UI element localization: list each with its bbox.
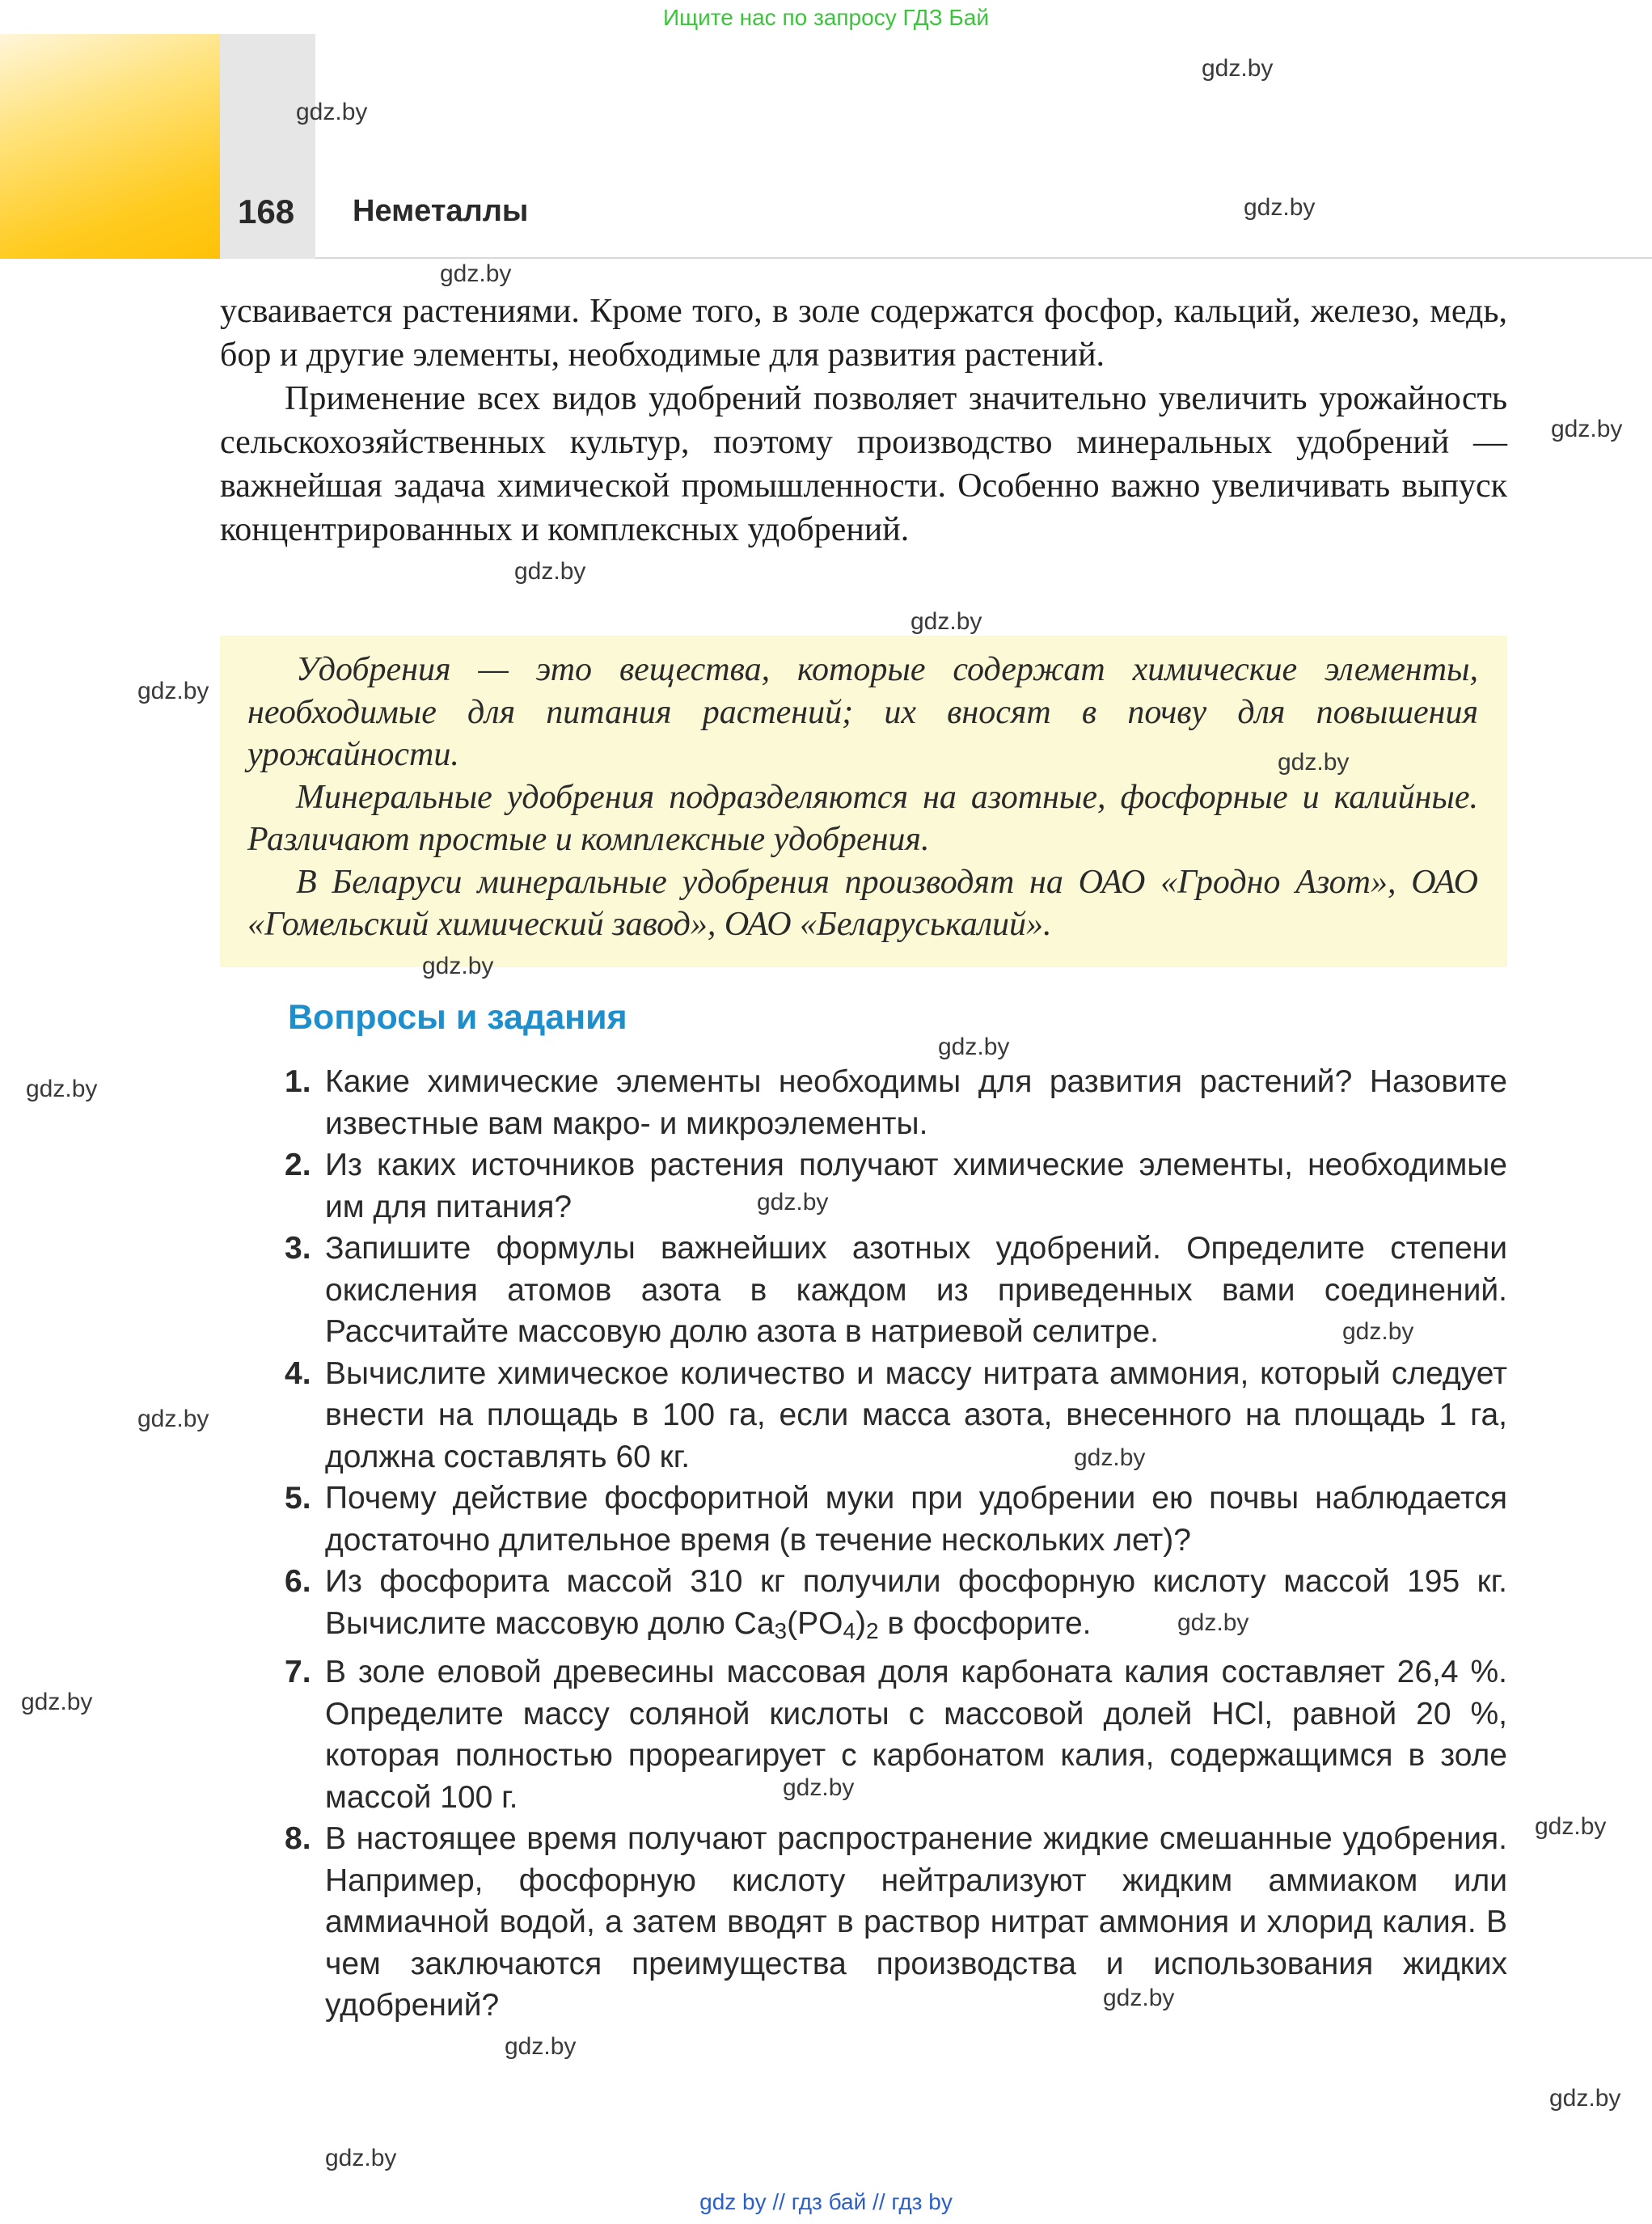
watermark: gdz.by	[783, 1774, 855, 1801]
question-item	[285, 1144, 1507, 1228]
watermark: gdz.by	[325, 2145, 397, 2171]
watermark: gdz.by	[1103, 1985, 1175, 2011]
question-text: Из каких источников растения получают химические элементы, необходимые им для питания?	[325, 1148, 1507, 1224]
formula-part: )	[856, 1605, 867, 1641]
chapter-title: Неметаллы	[353, 194, 529, 228]
formula-subscript: 2	[866, 1617, 879, 1643]
body-text	[220, 290, 1507, 552]
question-number: 7.	[285, 1655, 311, 1689]
watermark: gdz.by	[1278, 749, 1350, 776]
body-paragraph: Применение всех видов удобрений позволяет значительно увеличить урожайность сельскохозяйственных культур, поэтому производство минеральных удобрений — важнейшая задача химической промышленности. Особенно важно увеличивать выпуск концентрированных и комплексных удобрений.	[220, 380, 1507, 548]
footer-links[interactable]: gdz by // гдз бай // гдз by	[699, 2189, 953, 2214]
question-item	[285, 1818, 1507, 2027]
questions-heading: Вопросы и задания	[288, 998, 627, 1037]
header-divider	[315, 257, 1652, 259]
question-number: 6.	[285, 1564, 311, 1599]
question-number: 1.	[285, 1064, 311, 1099]
definition-paragraph: В Беларуси минеральные удобрения производят на ОАО «Гродно Азот», ОАО «Гомельский химический завод», ОАО «Беларуськалий».	[247, 863, 1478, 943]
formula-subscript: 4	[843, 1617, 856, 1643]
question-item	[285, 1228, 1507, 1353]
watermark: gdz.by	[1549, 2085, 1621, 2112]
question-number: 4.	[285, 1355, 311, 1391]
question-text: Какие химические элементы необходимы для развития растений? Назовите известные вам макро- и микроэлементы.	[325, 1064, 1507, 1141]
question-text: Из фосфорита массой 310 кг получили фосфорную кислоту массой 195 кг. Вычислите массовую долю Ca	[325, 1564, 1507, 1641]
question-item	[285, 1651, 1507, 1818]
watermark: gdz.by	[757, 1189, 829, 1216]
watermark: gdz.by	[1342, 1318, 1414, 1345]
watermark: gdz.by	[1551, 416, 1623, 442]
question-number: 8.	[285, 1821, 311, 1856]
question-number: 5.	[285, 1481, 311, 1516]
watermark: gdz.by	[137, 678, 209, 704]
question-number: 3.	[285, 1231, 311, 1266]
question-number: 2.	[285, 1148, 311, 1182]
question-text: Почему действие фосфоритной муки при удобрении ею почвы наблюдается достаточно длительное время (в течение нескольких лет)?	[325, 1481, 1507, 1558]
watermark: gdz.by	[911, 608, 982, 635]
watermark: gdz.by	[1074, 1444, 1146, 1471]
watermark: gdz.by	[1202, 55, 1274, 82]
question-text: в фосфорите.	[878, 1605, 1092, 1641]
definition-text	[247, 649, 1478, 946]
question-text: В настоящее время получают распространение жидкие смешанные удобрения. Например, фосфорную кислоту нейтрализуют жидким аммиаком или аммиачной водой, а затем вводят в раствор нитрат аммония и хлорид калия. В чем заключаются преимущества производства и использования жидких удобрений?	[325, 1821, 1507, 2023]
watermark: gdz.by	[26, 1076, 98, 1102]
question-text: Запишите формулы важнейших азотных удобрений. Определите степени окисления атомов азота в каждом из приведенных вами соединений. Рассчитайте массовую долю азота в натриевой селитре.	[325, 1231, 1507, 1349]
watermark: gdz.by	[514, 558, 586, 585]
question-text: Вычислите химическое количество и массу нитрата аммония, который следует внести на площадь в 100 га, если масса азота, внесенного на площадь 1 га, должна составлять 60 кг.	[325, 1355, 1507, 1474]
watermark: gdz.by	[1177, 1609, 1249, 1636]
watermark: gdz.by	[1244, 194, 1316, 221]
question-text: В золе еловой древесины массовая доля карбоната калия составляет 26,4 %. Определите массу соляной кислоты с массовой долей HCl, равной 20 %, которая полностью прореагирует с карбонатом калия, содержащимся в золе массой 100 г.	[325, 1655, 1507, 1815]
watermark: gdz.by	[505, 2033, 577, 2060]
definition-paragraph: Удобрения — это вещества, которые содержат химические элементы, необходимые для питания растений; их вносят в почву для повышения урожайности.	[247, 651, 1478, 773]
header-decor	[0, 34, 220, 259]
top-banner-link[interactable]: Ищите нас по запросу ГДЗ Бай	[662, 5, 990, 30]
watermark: gdz.by	[422, 953, 494, 979]
watermark: gdz.by	[440, 260, 512, 287]
watermark: gdz.by	[21, 1689, 93, 1715]
watermark: gdz.by	[938, 1034, 1010, 1060]
watermark: gdz.by	[296, 99, 368, 125]
questions-list	[285, 1061, 1507, 2027]
question-item	[285, 1061, 1507, 1144]
watermark: gdz.by	[137, 1406, 209, 1432]
question-item	[285, 1353, 1507, 1478]
formula-part: (PO	[787, 1605, 843, 1641]
page-number: 168	[238, 192, 295, 230]
watermark: gdz.by	[1535, 1813, 1607, 1840]
body-paragraph: усваивается растениями. Кроме того, в золе содержатся фосфор, кальций, железо, медь, бор и другие элементы, необходимые для развития растений.	[220, 293, 1507, 374]
question-item	[285, 1478, 1507, 1561]
definition-paragraph: Минеральные удобрения подразделяются на азотные, фосфорные и калийные. Различают простые и комплексные удобрения.	[247, 778, 1478, 858]
question-item	[285, 1561, 1507, 1651]
formula-subscript: 3	[774, 1617, 788, 1643]
